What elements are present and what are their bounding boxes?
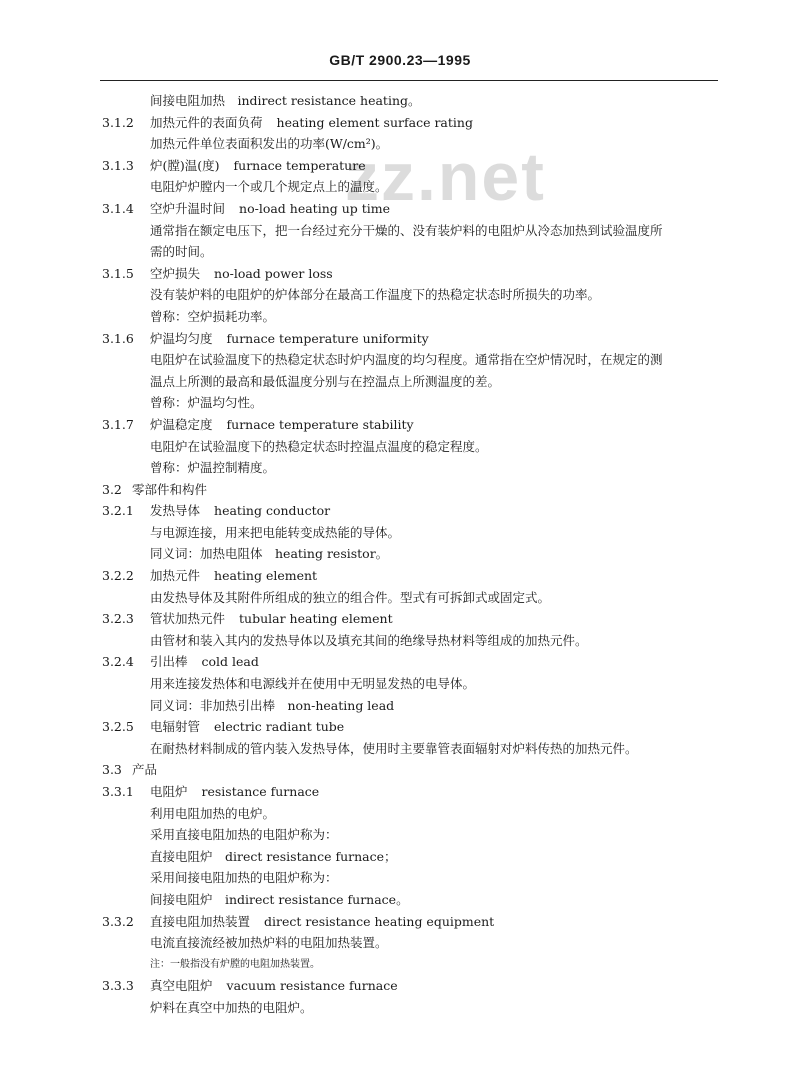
- definition-text: 曾称：炉温控制精度。: [150, 460, 276, 476]
- definition-text: 与电源连接，用来把电能转变成热能的导体。: [150, 524, 401, 540]
- clause-number: 3.2.3: [102, 611, 134, 627]
- term-chinese: 电阻炉: [150, 784, 188, 799]
- definition-text: 用来连接发热体和电源线并在使用中无明显发热的电导体。: [150, 676, 476, 692]
- body-text-line: [0, 284, 800, 306]
- body-text-line: [0, 176, 800, 198]
- clause-number: 3.1.4: [102, 200, 134, 216]
- section-heading-line: [0, 479, 800, 501]
- term-english: vacuum resistance furnace: [226, 978, 398, 994]
- definition-text: 直接电阻炉 direct resistance furnace；: [150, 848, 397, 864]
- definition-text: 曾称：空炉损耗功率。: [150, 308, 276, 324]
- term: [150, 911, 494, 933]
- definition-text: 同义词：非加热引出棒 non-heating lead: [150, 697, 395, 713]
- term-chinese: 加热元件的表面负荷: [150, 114, 263, 130]
- term-chinese: 引出棒: [150, 654, 188, 670]
- body-text-line: [0, 306, 800, 328]
- term-chinese: 直接电阻加热装置: [150, 913, 251, 929]
- term-english: no-load heating up time: [239, 200, 391, 216]
- clause-number: 3.3: [102, 762, 122, 778]
- term: [150, 716, 344, 738]
- clause-number: 3.2.2: [102, 568, 134, 584]
- body-text-line: [0, 457, 800, 479]
- term-english: furnace temperature: [233, 157, 366, 173]
- body-text-line: [0, 867, 800, 889]
- clause-number: 3.2.4: [102, 654, 134, 670]
- term-entry-line: [0, 198, 800, 220]
- definition-text: 利用电阻加热的电炉。: [150, 805, 276, 821]
- term-entry-line: [0, 112, 800, 134]
- term-chinese: 管状加热元件: [150, 611, 226, 627]
- clause-number: 3.1.7: [102, 416, 134, 432]
- body-text-line: [0, 133, 800, 155]
- term: [150, 975, 398, 997]
- term: [150, 414, 414, 436]
- term: [150, 263, 333, 285]
- section-title: 产品: [132, 762, 158, 778]
- header-rule: [100, 80, 718, 81]
- body-text-line: [0, 932, 800, 954]
- term-entry-line: [0, 155, 800, 177]
- term-english: direct resistance heating equipment: [264, 913, 495, 929]
- term-chinese: 加热元件: [150, 568, 201, 584]
- term: [150, 500, 330, 522]
- term-english: electric radiant tube: [214, 719, 345, 735]
- definition-text: 炉料在真空中加热的电阻炉。: [150, 999, 313, 1015]
- clause-number: 3.2: [102, 481, 122, 497]
- term-entry-line: [0, 414, 800, 436]
- clause-number: 3.3.2: [102, 913, 134, 929]
- clause-number: 3.2.5: [102, 719, 134, 735]
- term-chinese: 炉(膛)温(度): [150, 157, 220, 173]
- term-english: no-load power loss: [214, 265, 333, 281]
- definition-text: 采用直接电阻加热的电阻炉称为：: [150, 827, 338, 843]
- page-header-title: GB/T 2900.23—1995: [329, 52, 471, 68]
- body-text-line: [0, 522, 800, 544]
- watermark: zz.net: [345, 139, 546, 215]
- definition-text: 需的时间。: [150, 244, 213, 260]
- clause-number: 3.1.6: [102, 330, 134, 346]
- body-text-line: [0, 846, 800, 868]
- term-entry-line: [0, 781, 800, 803]
- term-chinese: 真空电阻炉: [150, 978, 213, 994]
- body-text-line: [0, 630, 800, 652]
- definition-text: 电流直接流经被加热炉料的电阻加热装置。: [150, 935, 388, 951]
- body-text-line: [0, 392, 800, 414]
- definition-text: 采用间接电阻加热的电阻炉称为：: [150, 870, 338, 886]
- term-english: cold lead: [201, 654, 259, 670]
- term-entry-line: [0, 500, 800, 522]
- term: [150, 565, 317, 587]
- term-chinese: 空炉损失: [150, 265, 201, 281]
- term-entry-line: [0, 608, 800, 630]
- clause-number: 3.1.3: [102, 157, 134, 173]
- term-entry-line: [0, 263, 800, 285]
- definition-text: 由管材和装入其内的发热导体以及填充其间的绝缘导热材料等组成的加热元件。: [150, 632, 588, 648]
- definition-text: 间接电阻炉 indirect resistance furnace。: [150, 891, 409, 907]
- clause-number: 3.3.3: [102, 978, 134, 994]
- body-text-line: [0, 90, 800, 112]
- document-body: [0, 90, 800, 1019]
- term-english: heating element surface rating: [276, 114, 473, 130]
- term-entry-line: [0, 716, 800, 738]
- term-chinese: 发热导体: [150, 503, 201, 519]
- term-chinese: 炉温均匀度: [150, 330, 213, 346]
- clause-number: 3.2.1: [102, 503, 134, 519]
- body-text-line: [0, 587, 800, 609]
- term-english: heating element: [214, 568, 318, 584]
- clause-number: 3.1.5: [102, 265, 134, 281]
- definition-text: 在耐热材料制成的管内装入发热导体，使用时主要靠管表面辐射对炉料传热的加热元件。: [150, 740, 638, 756]
- term-english: heating conductor: [214, 503, 331, 519]
- definition-text: 通常指在额定电压下，把一台经过充分干燥的、没有装炉料的电阻炉从冷态加热到试验温度所: [150, 222, 663, 238]
- body-text-line: [0, 889, 800, 911]
- term-chinese: 空炉升温时间: [150, 200, 226, 216]
- definition-text: 没有装炉料的电阻炉的炉体部分在最高工作温度下的热稳定状态时所损失的功率。: [150, 287, 601, 303]
- body-text-line: [0, 371, 800, 393]
- definition-text: 电阻炉在试验温度下的热稳定状态时炉内温度的均匀程度。通常指在空炉情况时，在规定的测: [150, 352, 663, 368]
- body-text-line: [0, 436, 800, 458]
- term-chinese: 电辐射管: [150, 719, 201, 735]
- term: [150, 328, 429, 350]
- term-english: resistance furnace: [201, 784, 320, 799]
- body-text-line: [0, 738, 800, 760]
- term: [150, 112, 473, 134]
- clause-number: 3.3.1: [102, 784, 134, 799]
- term-entry-line: [0, 651, 800, 673]
- definition-text: 曾称：炉温均匀性。: [150, 395, 263, 411]
- term-entry-line: [0, 975, 800, 997]
- definition-text: 电阻炉在试验温度下的热稳定状态时控温点温度的稳定程度。: [150, 438, 488, 454]
- term: [150, 608, 393, 630]
- term-english: furnace temperature stability: [226, 416, 414, 432]
- body-text-line: [0, 241, 800, 263]
- term: [150, 781, 319, 803]
- term: [150, 198, 390, 220]
- note-text: 注：一般指没有炉膛的电阻加热装置。: [150, 958, 320, 970]
- section-title: 零部件和构件: [132, 481, 208, 497]
- term-english: tubular heating element: [239, 611, 393, 627]
- body-text-line: [0, 220, 800, 242]
- body-text-line: [0, 997, 800, 1019]
- body-text-line: [0, 349, 800, 371]
- definition-text: 加热元件单位表面积发出的功率(W/cm²)。: [150, 136, 389, 152]
- term-chinese: 炉温稳定度: [150, 416, 213, 432]
- term-entry-line: [0, 565, 800, 587]
- definition-text: 电阻炉炉膛内一个或几个规定点上的温度。: [150, 179, 388, 195]
- body-text-line: [0, 543, 800, 565]
- section-heading-line: [0, 759, 800, 781]
- body-text-line: [0, 824, 800, 846]
- body-text-line: [0, 954, 800, 976]
- body-text-line: [0, 673, 800, 695]
- term-entry-line: [0, 328, 800, 350]
- definition-text: 温点上所测的最高和最低温度分别与在控温点上所测温度的差。: [150, 373, 501, 389]
- clause-number: 3.1.2: [102, 114, 134, 130]
- body-text-line: [0, 695, 800, 717]
- definition-text: 间接电阻加热 indirect resistance heating。: [150, 93, 421, 108]
- term-entry-line: [0, 911, 800, 933]
- definition-text: 同义词：加热电阻体 heating resistor。: [150, 546, 389, 562]
- term-english: furnace temperature uniformity: [226, 330, 429, 346]
- term: [150, 155, 366, 177]
- term: [150, 651, 259, 673]
- definition-text: 由发热导体及其附件所组成的独立的组合件。型式有可拆卸式或固定式。: [150, 589, 551, 605]
- body-text-line: [0, 803, 800, 825]
